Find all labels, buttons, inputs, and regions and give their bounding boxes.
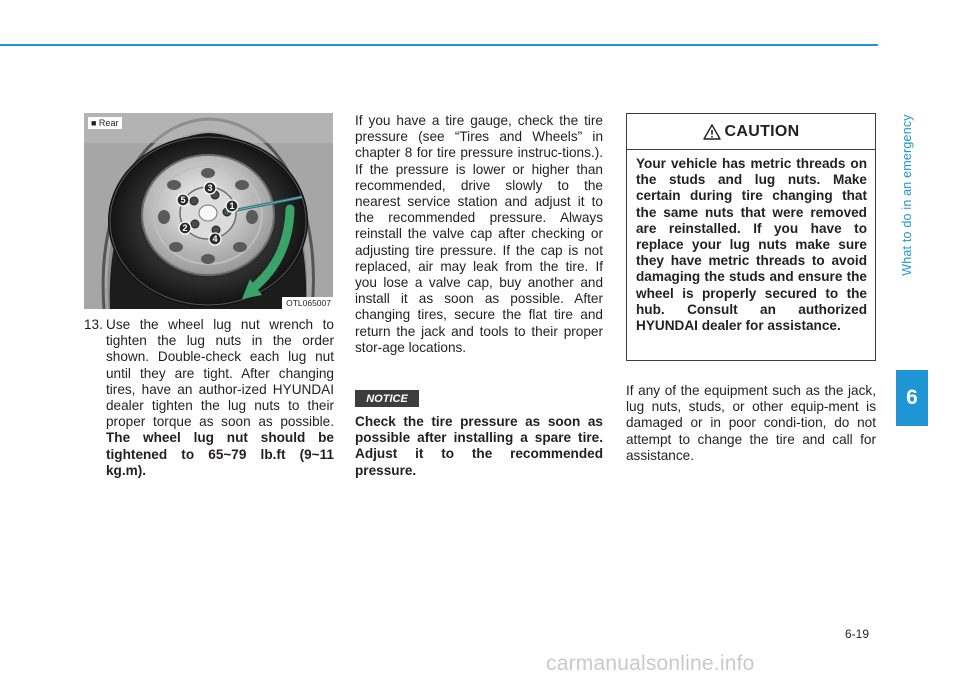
lug-number-4: 4 bbox=[212, 234, 218, 244]
step-number: 13. bbox=[84, 317, 103, 332]
lug-number-3: 3 bbox=[207, 183, 213, 193]
notice-badge: NOTICE bbox=[355, 390, 419, 407]
lug-number-5: 5 bbox=[180, 195, 186, 205]
caution-box bbox=[626, 113, 876, 361]
step-13 bbox=[84, 317, 334, 479]
lug-number-1: 1 bbox=[229, 201, 235, 211]
figure-code: OTL065007 bbox=[282, 297, 333, 309]
warning-triangle-icon bbox=[703, 124, 721, 140]
caution-text: Your vehicle has metric threads on the studs and lug nuts. Make certain during tire changing that the same nuts that were removed are reinstalled. If you have to replace your lug nuts make sure they have metric threads to avoid damaging the studs and ensure the wheel is properly secured to the hub. Consult an authorized HYUNDAI dealer for assistance. bbox=[636, 156, 867, 334]
step-body bbox=[84, 317, 334, 479]
header-rule bbox=[0, 44, 878, 46]
caution-header bbox=[627, 114, 875, 150]
watermark: carmanualsonline.info bbox=[546, 652, 755, 675]
page-number: 6-19 bbox=[844, 627, 870, 641]
chapter-tab: 6 bbox=[896, 370, 928, 426]
step-bold-text: The wheel lug nut should be tightened to 65~79 lb.ft (9~11 kg.m). bbox=[106, 430, 334, 478]
tire-gauge-paragraph: If you have a tire gauge, check the tire pressure (see “Tires and Wheels” in chapter 8 for tire pressure instruc-tions.). If the pressure is lower or higher than recommended, drive slowly to the nearest service station and adjust it to the recommended pressure. Always reinstall the valve cap after checking or adjusting tire pressure. If the cap is not replaced, air may leak from the tire. If you lose a valve cap, buy another and install it as soon as possible. After changing tires, secure the flat tire and return the jack and tools to their proper stor-age locations. bbox=[355, 113, 603, 355]
section-side-title: What to do in an emergency bbox=[900, 114, 914, 276]
lug-number-2: 2 bbox=[182, 223, 188, 233]
notice-text: Check the tire pressure as soon as possible after installing a spare tire. Adjust it to the recommended pressure. bbox=[355, 414, 603, 478]
wheel-illustration bbox=[84, 113, 333, 309]
equipment-paragraph: If any of the equipment such as the jack, lug nuts, studs, or other equip-ment is damaged or in poor condi-tion, do not attempt to change the tire and call for assistance. bbox=[626, 383, 876, 463]
wheel-figure bbox=[84, 113, 333, 309]
figure-label: ■ Rear bbox=[88, 117, 122, 129]
step-text: Use the wheel lug nut wrench to tighten the lug nuts in the order shown. Double-check each lug nut until they are tight. After changing tires, have an author-ized HYUNDAI dealer tighten the lug nuts to their proper torque as soon as possible. bbox=[106, 317, 334, 430]
caution-title: CAUTION bbox=[724, 122, 800, 140]
